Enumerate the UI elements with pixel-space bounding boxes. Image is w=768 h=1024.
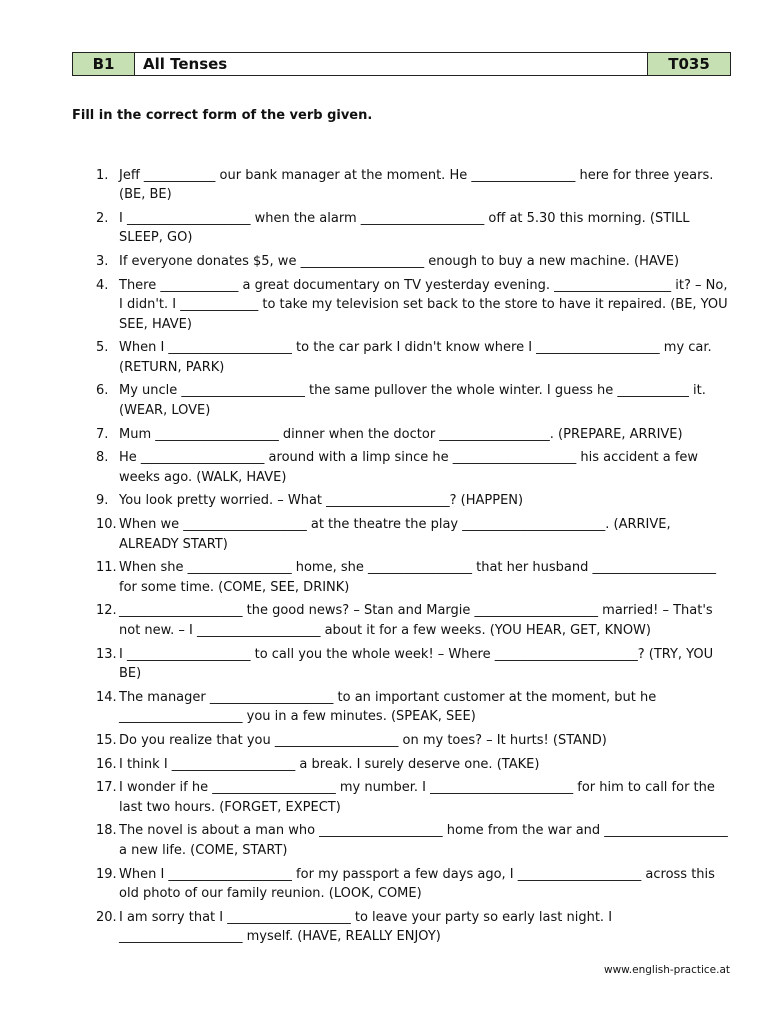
level-label: B1 xyxy=(73,53,135,75)
item-text: I think I ___________________ a break. I surely deserve one. (TAKE) xyxy=(119,756,540,772)
item-text: ___________________ the good news? – Stan and Margie ___________________ married! – That's not new. – I ___________________ about it for a few weeks. (YOU HEAR, GET, KNOW) xyxy=(119,603,713,638)
list-item xyxy=(96,338,728,377)
list-item xyxy=(96,865,728,904)
item-text: I am sorry that I ___________________ to leave your party so early last night. I ___________________ myself. (HAVE, REALLY ENJOY) xyxy=(119,909,613,944)
item-number: 16. xyxy=(96,756,117,772)
list-item xyxy=(96,821,728,860)
item-text: The novel is about a man who ___________________ home from the war and ___________________ a new life. (COME, START) xyxy=(119,823,728,858)
item-number: 14. xyxy=(96,689,117,705)
worksheet-header xyxy=(72,52,731,76)
item-text: When I ___________________ for my passport a few days ago, I ___________________ across this old photo of our family reunion. (LOOK, COME) xyxy=(119,866,715,901)
list-item xyxy=(96,778,728,817)
worksheet-title: All Tenses xyxy=(135,53,648,75)
item-number: 18. xyxy=(96,823,117,839)
item-number: 11. xyxy=(96,560,117,576)
list-item xyxy=(96,645,728,684)
item-number: 13. xyxy=(96,646,117,662)
list-item xyxy=(96,601,728,640)
item-text: There ____________ a great documentary on TV yesterday evening. __________________ it? – No, I didn't. I ____________ to take my television set back to the store to have it repaired. (BE, YOU SEE, HAVE) xyxy=(119,277,728,332)
list-item xyxy=(96,166,728,205)
item-number: 7. xyxy=(96,426,109,442)
list-item xyxy=(96,688,728,727)
list-item xyxy=(96,755,728,774)
item-text: When she ________________ home, she ________________ that her husband ___________________ for some time. (COME, SEE, DRINK) xyxy=(119,560,716,595)
item-text: Do you realize that you ___________________ on my toes? – It hurts! (STAND) xyxy=(119,732,607,748)
item-number: 19. xyxy=(96,866,117,882)
footer-url: www.english-practice.at xyxy=(603,964,730,976)
item-text: I wonder if he ___________________ my number. I ______________________ for him to call for the last two hours. (FORGET, EXPECT) xyxy=(119,780,715,815)
item-text: He ___________________ around with a limp since he ___________________ his accident a few weeks ago. (WALK, HAVE) xyxy=(119,450,699,485)
item-text: When we ___________________ at the theatre the play ______________________. (ARRIVE, ALREADY START) xyxy=(119,517,671,552)
list-item xyxy=(96,381,728,420)
item-text: If everyone donates $5, we ___________________ enough to buy a new machine. (HAVE) xyxy=(119,254,680,270)
item-number: 9. xyxy=(96,493,109,509)
item-text: My uncle ___________________ the same pullover the whole winter. I guess he ___________ it. (WEAR, LOVE) xyxy=(119,383,706,418)
item-number: 1. xyxy=(96,168,109,183)
list-item xyxy=(96,276,728,334)
list-item xyxy=(96,558,728,597)
instruction-text: Fill in the correct form of the verb given. xyxy=(72,108,373,123)
list-item xyxy=(96,209,728,248)
item-number: 12. xyxy=(96,603,117,619)
item-number: 4. xyxy=(96,277,109,293)
item-text: Jeff ___________ our bank manager at the moment. He ________________ here for three years. (BE, BE) xyxy=(119,168,714,203)
item-number: 15. xyxy=(96,732,117,748)
item-text: Mum ___________________ dinner when the doctor _________________. (PREPARE, ARRIVE) xyxy=(119,426,683,442)
item-number: 3. xyxy=(96,254,109,270)
item-number: 20. xyxy=(96,909,117,925)
item-text: When I ___________________ to the car park I didn't know where I ___________________ my car. (RETURN, PARK) xyxy=(119,340,712,375)
item-number: 10. xyxy=(96,517,117,533)
list-item xyxy=(96,731,728,750)
list-item xyxy=(96,491,728,510)
item-text: I ___________________ to call you the whole week! – Where ______________________? (TRY, YOU BE) xyxy=(119,646,714,681)
list-item xyxy=(96,252,728,271)
exercise-list xyxy=(96,166,728,951)
item-number: 5. xyxy=(96,340,109,356)
list-item xyxy=(96,425,728,444)
worksheet-code: T035 xyxy=(648,53,730,75)
item-text: The manager ___________________ to an important customer at the moment, but he ___________________ you in a few minutes. (SPEAK, SEE) xyxy=(119,689,657,724)
item-number: 17. xyxy=(96,780,117,796)
item-number: 6. xyxy=(96,383,109,399)
item-number: 2. xyxy=(96,211,109,227)
item-text: You look pretty worried. – What ___________________? (HAPPEN) xyxy=(119,493,524,509)
list-item xyxy=(96,515,728,554)
list-item xyxy=(96,908,728,947)
list-item xyxy=(96,448,728,487)
item-text: I ___________________ when the alarm ___________________ off at 5.30 this morning. (STILL SLEEP, GO) xyxy=(119,211,690,246)
item-number: 8. xyxy=(96,450,109,466)
